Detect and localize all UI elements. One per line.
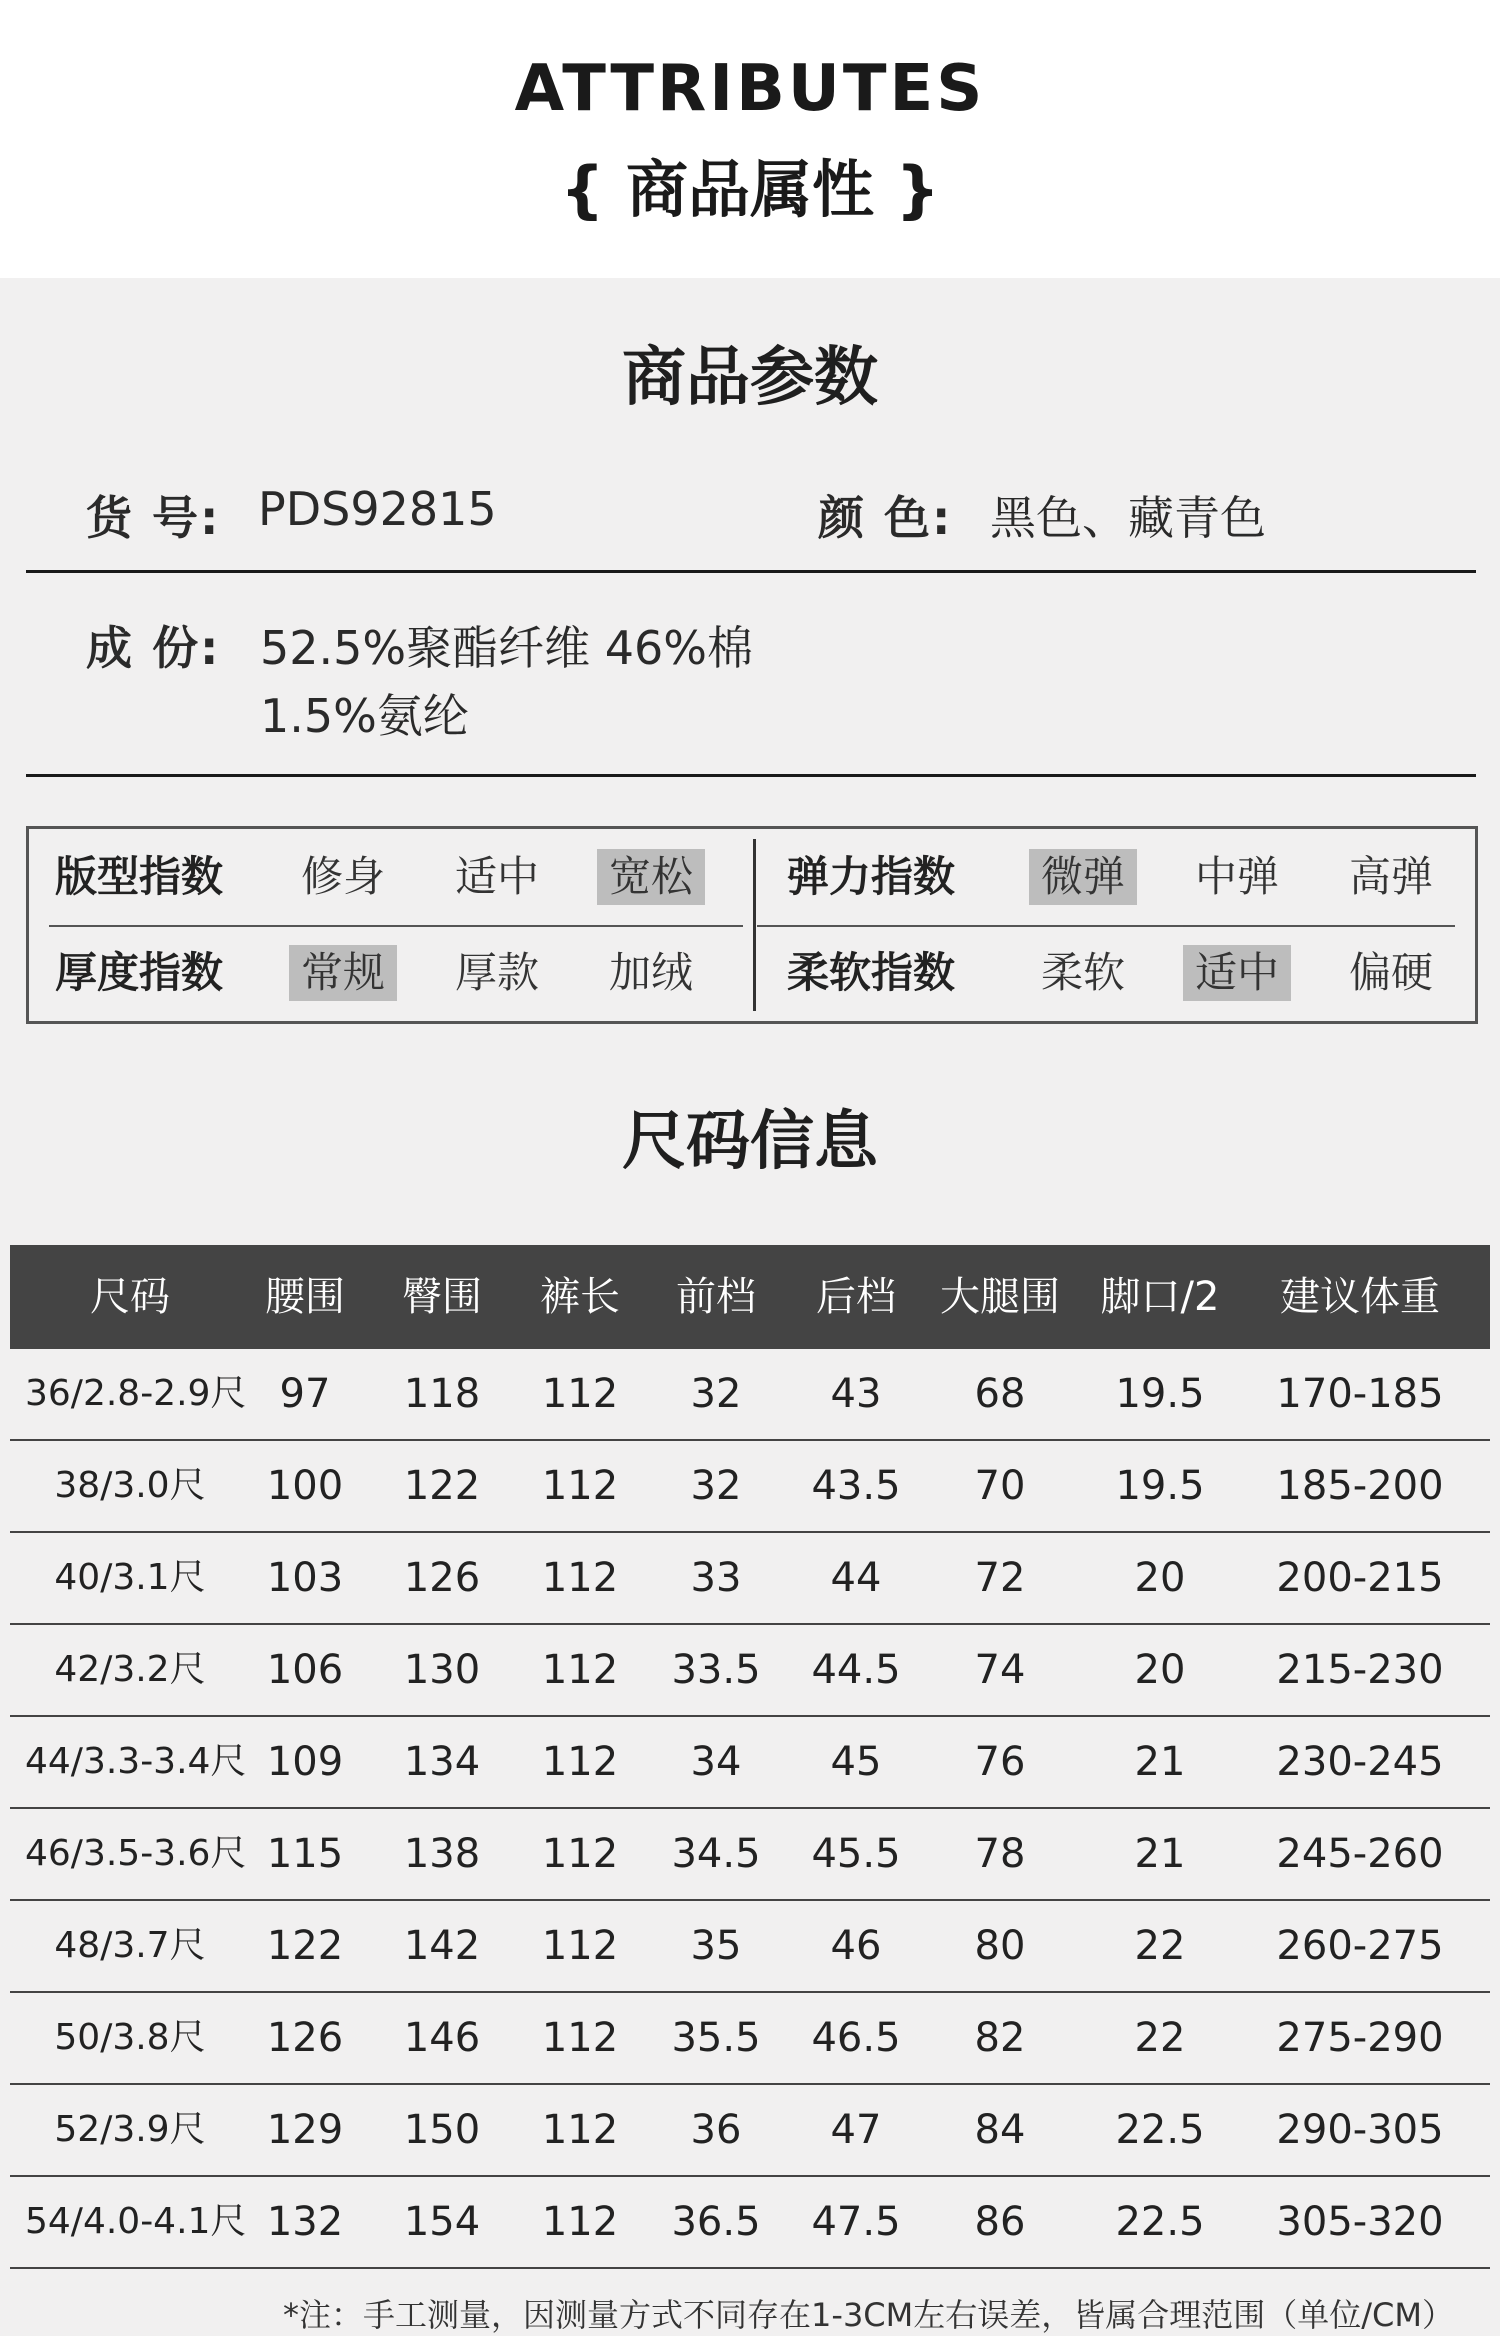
- table-body: [10, 1349, 1490, 2269]
- fit-option-regular: 适中: [454, 852, 539, 901]
- table-cell-waist: 126: [266, 2015, 344, 2061]
- table-cell-length: 112: [541, 1923, 619, 1969]
- table-cell-hem: 22.5: [1115, 2199, 1205, 2245]
- size-table: [10, 1245, 1490, 2269]
- table-cell-hem: 19.5: [1115, 1371, 1205, 1417]
- elasticity-option-slight: 微弹: [1029, 849, 1137, 905]
- table-cell-weight: 185-200: [1276, 1463, 1444, 1509]
- composition-line-2: 1.5%氨纶: [260, 689, 469, 743]
- column-header-back-rise: 后档: [816, 1274, 896, 1320]
- table-cell-front-rise: 32: [690, 1371, 742, 1417]
- table-cell-waist: 100: [266, 1463, 344, 1509]
- table-cell-front-rise: 36.5: [671, 2199, 761, 2245]
- table-row: [10, 1625, 1490, 1717]
- thickness-index-label: 厚度指数: [55, 948, 224, 997]
- column-header-hip: 臀围: [402, 1274, 482, 1320]
- table-cell-hip: 118: [403, 1371, 481, 1417]
- measurement-note: *注：手工测量，因测量方式不同存在1-3CM左右误差，皆属合理范围（单位/CM）: [283, 2296, 1454, 2334]
- table-cell-hip: 146: [403, 2015, 481, 2061]
- table-cell-back-rise: 44.5: [811, 1647, 901, 1693]
- table-cell-weight: 200-215: [1276, 1555, 1444, 1601]
- elasticity-option-high: 高弹: [1348, 852, 1433, 901]
- table-cell-front-rise: 34.5: [671, 1831, 761, 1877]
- table-cell-size: 48/3.7尺: [54, 1925, 206, 1966]
- table-cell-front-rise: 36: [690, 2107, 742, 2153]
- table-cell-thigh: 80: [974, 1923, 1026, 1969]
- table-row: [10, 1717, 1490, 1809]
- softness-option-soft: 柔软: [1040, 948, 1125, 997]
- table-row: [10, 1533, 1490, 1625]
- title-en: ATTRIBUTES: [514, 52, 986, 126]
- softness-option-medium: 适中: [1183, 945, 1291, 1001]
- table-cell-hem: 20: [1134, 1647, 1186, 1693]
- table-cell-size: 50/3.8尺: [54, 2017, 206, 2058]
- table-cell-front-rise: 32: [690, 1463, 742, 1509]
- item-no-label: 货 号:: [86, 491, 221, 545]
- table-cell-size: 40/3.1尺: [54, 1557, 206, 1598]
- table-cell-size: 46/3.5-3.6尺: [25, 1833, 247, 1874]
- thickness-option-fleece: 加绒: [608, 948, 693, 997]
- table-row: [10, 1993, 1490, 2085]
- table-cell-hip: 122: [403, 1463, 481, 1509]
- divider-line: [26, 774, 1476, 777]
- table-cell-length: 112: [541, 2015, 619, 2061]
- table-header-row: [10, 1245, 1490, 1349]
- table-cell-hip: 126: [403, 1555, 481, 1601]
- table-row: [10, 1441, 1490, 1533]
- title-cn: { 商品属性 }: [560, 153, 940, 226]
- table-cell-hip: 142: [403, 1923, 481, 1969]
- table-cell-size: 38/3.0尺: [54, 1465, 206, 1506]
- elasticity-option-medium: 中弹: [1194, 852, 1279, 901]
- table-cell-length: 112: [541, 1463, 619, 1509]
- table-row: [10, 1809, 1490, 1901]
- table-cell-back-rise: 46: [830, 1923, 882, 1969]
- table-cell-front-rise: 35: [690, 1923, 742, 1969]
- softness-index-label: 柔软指数: [787, 948, 956, 997]
- table-cell-thigh: 84: [974, 2107, 1026, 2153]
- table-cell-length: 112: [541, 2107, 619, 2153]
- table-cell-waist: 106: [266, 1647, 344, 1693]
- table-cell-hip: 154: [403, 2199, 481, 2245]
- softness-option-stiff: 偏硬: [1348, 948, 1433, 997]
- size-section-title: 尺码信息: [622, 1105, 878, 1179]
- column-header-weight: 建议体重: [1280, 1274, 1440, 1320]
- table-cell-hem: 21: [1134, 1831, 1186, 1877]
- params-section-title: 商品参数: [622, 341, 878, 415]
- table-cell-size: 44/3.3-3.4尺: [25, 1741, 247, 1782]
- table-cell-weight: 260-275: [1276, 1923, 1444, 1969]
- column-header-waist: 腰围: [265, 1274, 345, 1320]
- composition-label: 成 份:: [86, 621, 221, 675]
- table-cell-waist: 109: [266, 1739, 344, 1785]
- table-cell-hem: 21: [1134, 1739, 1186, 1785]
- table-cell-back-rise: 43: [830, 1371, 882, 1417]
- table-cell-weight: 245-260: [1276, 1831, 1444, 1877]
- table-cell-length: 112: [541, 1739, 619, 1785]
- elasticity-index-label: 弹力指数: [787, 852, 956, 901]
- table-cell-length: 112: [541, 1555, 619, 1601]
- table-cell-front-rise: 35.5: [671, 2015, 761, 2061]
- column-header-hem: 脚口/2: [1100, 1274, 1220, 1320]
- table-cell-thigh: 68: [974, 1371, 1026, 1417]
- table-cell-hem: 19.5: [1115, 1463, 1205, 1509]
- table-cell-weight: 290-305: [1276, 2107, 1444, 2153]
- table-cell-waist: 103: [266, 1555, 344, 1601]
- table-cell-weight: 170-185: [1276, 1371, 1444, 1417]
- table-cell-thigh: 70: [974, 1463, 1026, 1509]
- table-cell-weight: 305-320: [1276, 2199, 1444, 2245]
- table-cell-weight: 215-230: [1276, 1647, 1444, 1693]
- table-cell-back-rise: 43.5: [811, 1463, 901, 1509]
- table-cell-weight: 230-245: [1276, 1739, 1444, 1785]
- table-cell-hem: 22: [1134, 2015, 1186, 2061]
- table-cell-length: 112: [541, 1647, 619, 1693]
- table-cell-hip: 150: [403, 2107, 481, 2153]
- table-row: [10, 1901, 1490, 1993]
- table-cell-size: 54/4.0-4.1尺: [25, 2201, 247, 2242]
- table-cell-back-rise: 45.5: [811, 1831, 901, 1877]
- index-row-divider: [757, 925, 1455, 927]
- table-cell-hip: 130: [403, 1647, 481, 1693]
- item-no-value: PDS92815: [258, 482, 497, 536]
- table-cell-hem: 20: [1134, 1555, 1186, 1601]
- column-header-thigh: 大腿围: [940, 1274, 1060, 1320]
- table-cell-waist: 97: [279, 1371, 331, 1417]
- table-cell-front-rise: 33: [690, 1555, 742, 1601]
- table-cell-hem: 22: [1134, 1923, 1186, 1969]
- divider-line: [26, 570, 1476, 573]
- table-cell-thigh: 86: [974, 2199, 1026, 2245]
- table-cell-hip: 134: [403, 1739, 481, 1785]
- index-divider: [753, 839, 756, 1011]
- table-row: [10, 1349, 1490, 1441]
- table-cell-length: 112: [541, 2199, 619, 2245]
- table-cell-front-rise: 34: [690, 1739, 742, 1785]
- table-cell-size: 36/2.8-2.9尺: [25, 1373, 247, 1414]
- table-cell-back-rise: 47: [830, 2107, 882, 2153]
- fit-index-label: 版型指数: [55, 852, 224, 901]
- fit-option-slim: 修身: [300, 852, 385, 901]
- table-cell-length: 112: [541, 1831, 619, 1877]
- index-panel: [26, 826, 1478, 1024]
- table-cell-size: 42/3.2尺: [54, 1649, 206, 1690]
- table-cell-thigh: 74: [974, 1647, 1026, 1693]
- table-cell-back-rise: 46.5: [811, 2015, 901, 2061]
- table-cell-thigh: 82: [974, 2015, 1026, 2061]
- color-value: 黑色、藏青色: [990, 491, 1266, 545]
- header-band: [0, 0, 1500, 278]
- fit-option-loose: 宽松: [597, 849, 705, 905]
- table-cell-waist: 122: [266, 1923, 344, 1969]
- column-header-length: 裤长: [540, 1274, 620, 1320]
- table-cell-back-rise: 44: [830, 1555, 882, 1601]
- table-cell-waist: 132: [266, 2199, 344, 2245]
- composition-line-1: 52.5%聚酯纤维 46%棉: [260, 621, 753, 675]
- table-cell-hem: 22.5: [1115, 2107, 1205, 2153]
- table-row: [10, 2177, 1490, 2269]
- table-cell-thigh: 72: [974, 1555, 1026, 1601]
- table-cell-weight: 275-290: [1276, 2015, 1444, 2061]
- thickness-option-regular: 常规: [289, 945, 397, 1001]
- table-cell-thigh: 78: [974, 1831, 1026, 1877]
- table-row: [10, 2085, 1490, 2177]
- table-cell-back-rise: 47.5: [811, 2199, 901, 2245]
- table-cell-waist: 115: [266, 1831, 344, 1877]
- table-cell-hip: 138: [403, 1831, 481, 1877]
- index-row-divider: [49, 925, 743, 927]
- color-label: 颜 色:: [818, 491, 953, 545]
- table-cell-waist: 129: [266, 2107, 344, 2153]
- column-header-size: 尺码: [90, 1274, 170, 1320]
- table-cell-thigh: 76: [974, 1739, 1026, 1785]
- table-cell-back-rise: 45: [830, 1739, 882, 1785]
- column-header-front-rise: 前档: [676, 1274, 756, 1320]
- thickness-option-thick: 厚款: [454, 948, 539, 997]
- table-cell-length: 112: [541, 1371, 619, 1417]
- table-cell-front-rise: 33.5: [671, 1647, 761, 1693]
- table-cell-size: 52/3.9尺: [54, 2109, 206, 2150]
